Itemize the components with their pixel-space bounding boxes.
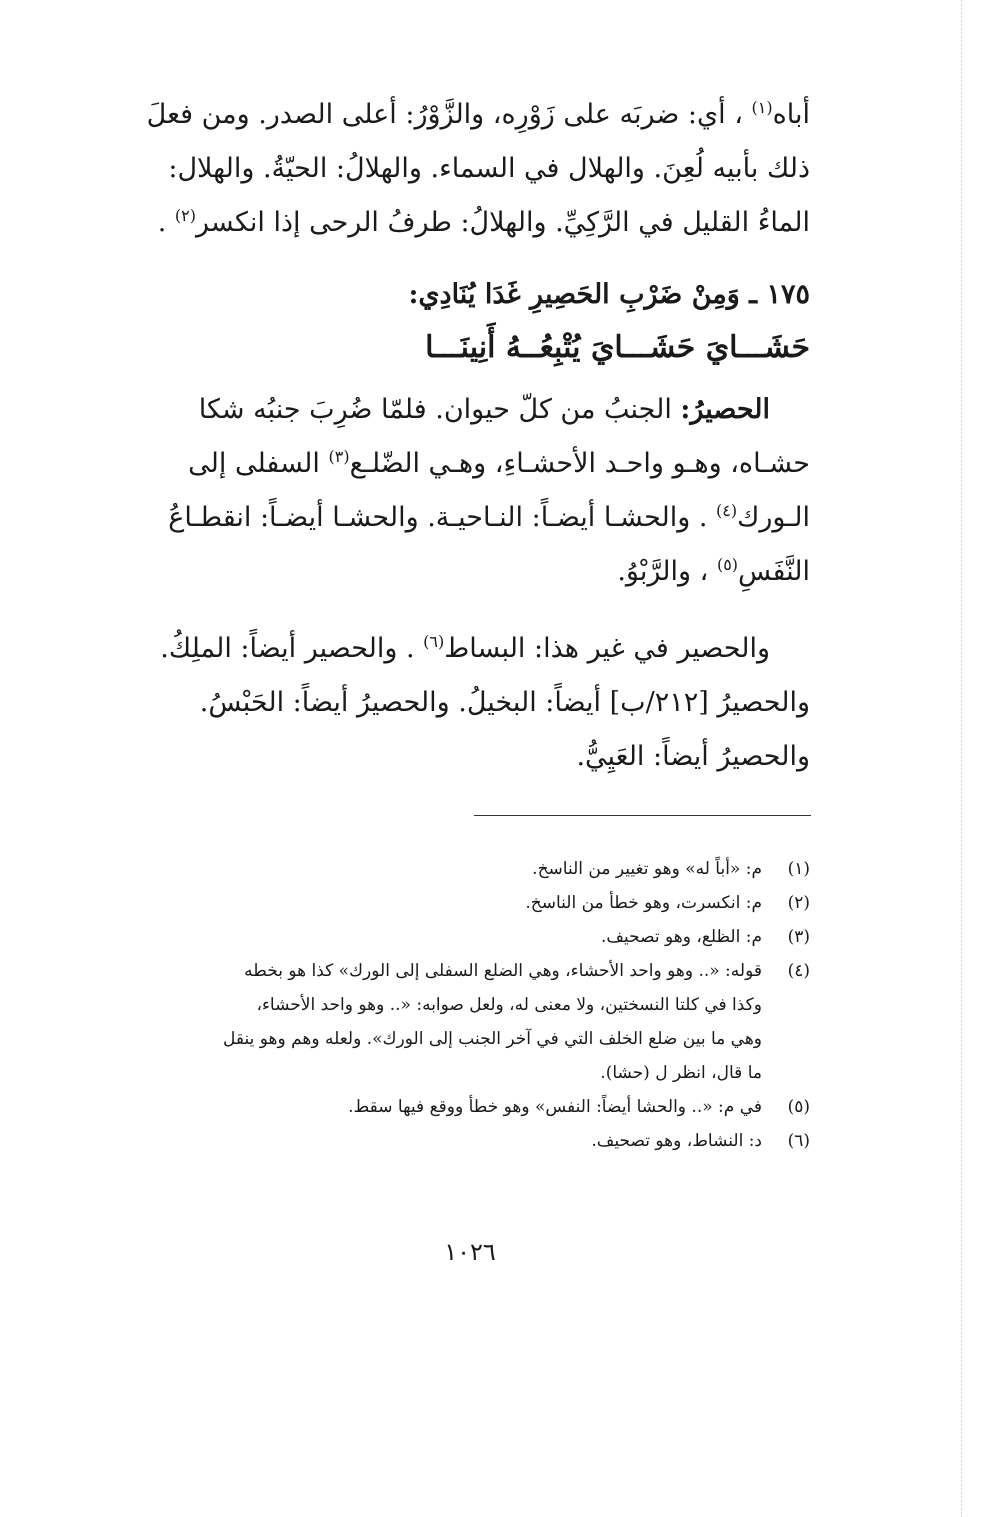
footnotes (118, 852, 810, 1158)
text-line: ذلك بأبيه لُعِنَ. والهلال في السماء. والهلالُ: الحيّةُ. والهلال: (168, 153, 810, 184)
footnote-line: وكذا في كلتا النسختين، ولا معنى له، ولعل صوابه: «.. وهو واحد الأحشاء، (256, 995, 762, 1015)
footnote-marker[interactable]: (١) (751, 98, 773, 117)
verse-line: حَشَـــايَ حَشَـــايَ يُتْبِعُــهُ أَنِينَـــا (425, 330, 810, 365)
footnote-text: م: الظلع، وهو تصحيف. (600, 927, 762, 947)
footnote-line: ما قال، انظر ل (حشا). (600, 1063, 762, 1083)
footnote-number: (٤) (787, 961, 810, 981)
verse-block (118, 320, 810, 376)
footnote-6 (118, 1124, 810, 1158)
explanation-paragraph (118, 383, 810, 599)
footnote-text: د: النشاط، وهو تصحيف. (591, 1131, 762, 1151)
top-paragraph (118, 88, 810, 250)
page-number: ١٠٢٦ (444, 1238, 496, 1266)
text-line: والحصيرُ [٢١٢/ب] أيضاً: البخيلُ. والحصيرُ أيضاً: الحَبْسُ. (199, 687, 810, 718)
defined-term: الحصيرُ: (680, 394, 770, 425)
footnote-marker[interactable]: (٦) (423, 632, 445, 651)
text-line: الـورك$^{(٤)}$ . والحشـا أيضـاً: النـاحيـة. والحشـا أيضـاً: انقطـاعُ (168, 501, 810, 533)
text-line: والحصير في غير هذا: البساط$^{(٦)}$ . والحصير أيضاً: الملِكُ. (160, 632, 770, 664)
footnote-text: في م: «.. والحشا أيضاً: النفس» وهو خطأ ووقع فيها سقط. (348, 1097, 762, 1117)
footnote-number: (٦) (787, 1131, 810, 1151)
text-line: أباه$^{(١)}$ ، أي: ضربَه على زَوْرِه، والزَّوْرُ: أعلى الصدر. ومن فعلَ (146, 98, 810, 130)
text-line: والحصيرُ أيضاً: العَيِيُّ. (576, 741, 810, 772)
text-line: حشـاه، وهـو واحـد الأحشـاءِ، وهـي الضّلـع$^{(٣)}$ السفلى إلى (188, 447, 810, 479)
text-line: النَّفَسِ$^{(٥)}$ ، والرَّبْوُ. (617, 555, 810, 587)
footnote-5 (118, 1090, 810, 1124)
footnote-number: (٥) (787, 1097, 810, 1117)
footnote-number: (١) (787, 859, 810, 879)
text-line: الحصيرُ: الجنبُ من كلّ حيوان. فلمّا ضُرِبَ جنبُه شكا (198, 394, 770, 425)
footnote-2 (118, 886, 810, 920)
footnote-number: (٢) (787, 893, 810, 913)
footnote-text (118, 954, 762, 1090)
text-line: الماءُ القليل في الرَّكِيِّ. والهلالُ: طرفُ الرحى إذا انكسر$^{(٢)}$ . (157, 206, 810, 238)
footnote-line: وهي ما بين ضلع الخلف التي في آخر الجنب إلى الورك». ولعله وهم وهو ينقل (222, 1029, 762, 1049)
entry-heading-block (118, 268, 810, 322)
footnote-text: م: «أباً له» وهو تغيير من الناسخ. (532, 859, 762, 879)
footnote-line: قوله: «.. وهو واحد الأحشاء، وهي الضلع السفلى إلى الورك» كذا هو بخطه (244, 961, 762, 981)
footnote-4 (118, 954, 810, 1090)
scan-edge-line (961, 0, 963, 1517)
footnote-marker[interactable]: (٥) (716, 555, 739, 574)
footnote-marker[interactable]: (٢) (174, 206, 196, 225)
footnote-marker[interactable]: (٤) (716, 501, 738, 520)
footnote-1 (118, 852, 810, 886)
footnote-marker[interactable]: (٣) (328, 447, 350, 466)
footnote-number: (٣) (787, 927, 810, 947)
footnote-text: م: انكسرت، وهو خطأ من الناسخ. (525, 893, 762, 913)
footnote-separator (474, 815, 811, 816)
second-paragraph (118, 622, 810, 784)
entry-heading: ١٧٥ ـ وَمِنْ ضَرْبِ الحَصِيرِ غَدَا يُنَادِي: (408, 279, 810, 310)
footnote-3 (118, 920, 810, 954)
